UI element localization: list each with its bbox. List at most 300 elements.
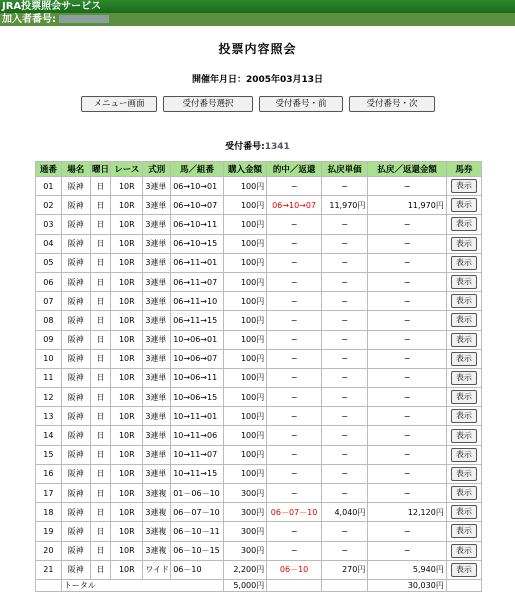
payout-amount-cell: − [368,215,446,234]
column-header: 馬／組番 [171,162,224,177]
day-cell: 日 [90,464,111,483]
total-empty [321,579,367,591]
day-cell: 日 [90,426,111,445]
combination-cell: 06→11→07 [171,272,224,291]
race-cell: 10R [111,426,143,445]
combination-cell: 06→10→01 [171,177,224,196]
venue-cell: 阪神 [61,407,90,426]
combination-cell: 10→06→01 [171,330,224,349]
hit-cell: 06－07－10 [267,503,322,522]
payout-amount-cell: − [368,177,446,196]
total-empty [446,579,481,591]
payout-unit-cell: 270円 [321,560,367,579]
ticket-cell [446,407,481,426]
total-spacer [36,579,62,591]
bet-type-cell: 3連複 [143,484,171,503]
table-row [36,445,482,464]
payout-unit-cell: − [321,253,367,272]
hit-cell: − [267,426,322,445]
ticket-cell [446,292,481,311]
race-cell: 10R [111,407,143,426]
day-cell: 日 [90,292,111,311]
bet-type-cell: 3連単 [143,253,171,272]
amount-cell: 100円 [223,215,266,234]
show-ticket-button[interactable]: 表示 [451,524,477,538]
serial-cell: 12 [36,388,62,407]
amount-cell: 100円 [223,445,266,464]
serial-cell: 13 [36,407,62,426]
day-cell: 日 [90,253,111,272]
day-cell: 日 [90,484,111,503]
amount-cell: 100円 [223,368,266,387]
venue-cell: 阪神 [61,522,90,541]
venue-cell: 阪神 [61,215,90,234]
hit-cell: 06－10 [267,560,322,579]
navigation-buttons [0,96,515,112]
amount-cell: 100円 [223,388,266,407]
hit-cell: − [267,177,322,196]
payout-unit-cell: − [321,368,367,387]
race-cell: 10R [111,215,143,234]
race-cell: 10R [111,311,143,330]
ticket-cell [446,522,481,541]
ticket-cell [446,177,481,196]
hit-cell: − [267,541,322,560]
payout-unit-cell: − [321,272,367,291]
race-cell: 10R [111,560,143,579]
hit-cell: − [267,522,322,541]
venue-cell: 阪神 [61,177,90,196]
day-cell: 日 [90,177,111,196]
receipt-value: 1341 [264,142,290,152]
serial-cell: 21 [36,560,62,579]
race-cell: 10R [111,464,143,483]
payout-amount-cell: − [368,426,446,445]
combination-cell: 06→11→10 [171,292,224,311]
day-cell: 日 [90,407,111,426]
day-cell: 日 [90,215,111,234]
bet-type-cell: 3連複 [143,541,171,560]
race-cell: 10R [111,349,143,368]
column-header: 式別 [143,162,171,177]
race-cell: 10R [111,196,143,215]
venue-cell: 阪神 [61,253,90,272]
combination-cell: 06－10－11 [171,522,224,541]
bet-type-cell: 3連単 [143,426,171,445]
day-cell: 日 [90,311,111,330]
table-row [36,234,482,253]
hit-cell: − [267,464,322,483]
column-header: 通番 [36,162,62,177]
receipt-label: 受付番号: [225,142,265,152]
venue-cell: 阪神 [61,503,90,522]
amount-cell: 100円 [223,177,266,196]
race-cell: 10R [111,272,143,291]
table-row [36,272,482,291]
day-cell: 日 [90,560,111,579]
payout-unit-cell: − [321,407,367,426]
payout-unit-cell: − [321,541,367,560]
race-cell: 10R [111,484,143,503]
table-row [36,253,482,272]
bet-type-cell: 3連単 [143,445,171,464]
venue-cell: 阪神 [61,311,90,330]
ticket-cell [446,464,481,483]
serial-cell: 15 [36,445,62,464]
payout-unit-cell: 4,040円 [321,503,367,522]
menu-button[interactable]: メニュー画面 [81,96,157,112]
venue-cell: 阪神 [61,388,90,407]
payout-amount-cell: − [368,253,446,272]
total-amount: 5,000円 [223,579,266,591]
combination-cell: 10→06→11 [171,368,224,387]
payout-amount-cell: − [368,522,446,541]
page-title: 投票内容照会 [218,42,297,56]
table-row [36,484,482,503]
serial-cell: 19 [36,522,62,541]
ticket-cell [446,541,481,560]
combination-cell: 01－06－10 [171,484,224,503]
amount-cell: 100円 [223,330,266,349]
serial-cell: 01 [36,177,62,196]
payout-amount-cell: − [368,541,446,560]
prev-receipt-button[interactable]: 受付番号・前 [259,96,343,112]
total-label: トータル [61,579,223,591]
payout-amount-cell: − [368,445,446,464]
show-ticket-button[interactable]: 表示 [451,294,477,308]
app-title: JRA投票照会サービス [2,1,102,12]
show-ticket-button[interactable]: 表示 [451,217,477,231]
combination-cell: 06→11→01 [171,253,224,272]
next-receipt-button[interactable]: 受付番号・次 [349,96,435,112]
table-row [36,503,482,522]
ticket-cell [446,215,481,234]
amount-cell: 100円 [223,349,266,368]
venue-cell: 阪神 [61,234,90,253]
column-header: 場名 [61,162,90,177]
payout-amount-cell: − [368,234,446,253]
table-row [36,368,482,387]
bet-type-cell: 3連単 [143,464,171,483]
bet-table [35,161,482,592]
hit-cell: − [267,407,322,426]
amount-cell: 100円 [223,426,266,445]
table-row [36,215,482,234]
bet-type-cell: 3連単 [143,272,171,291]
serial-cell: 03 [36,215,62,234]
app-title-bar [0,0,515,13]
combination-cell: 06→10→07 [171,196,224,215]
show-ticket-button[interactable]: 表示 [451,275,477,289]
table-row [36,330,482,349]
ticket-cell [446,368,481,387]
total-payout: 30,030円 [368,579,446,591]
venue-cell: 阪神 [61,541,90,560]
payout-unit-cell: − [321,445,367,464]
race-cell: 10R [111,253,143,272]
amount-cell: 100円 [223,464,266,483]
table-row [36,388,482,407]
ticket-cell [446,272,481,291]
combination-cell: 06→10→11 [171,215,224,234]
amount-cell: 300円 [223,541,266,560]
serial-cell: 10 [36,349,62,368]
bet-type-cell: 3連単 [143,349,171,368]
ticket-cell [446,445,481,464]
combination-cell: 06－10 [171,560,224,579]
combination-cell: 10→11→15 [171,464,224,483]
amount-cell: 100円 [223,234,266,253]
amount-cell: 100円 [223,272,266,291]
payout-amount-cell: − [368,349,446,368]
show-ticket-button[interactable]: 表示 [451,237,477,251]
column-header: 払戻／返還金額 [368,162,446,177]
day-cell: 日 [90,522,111,541]
day-cell: 日 [90,196,111,215]
bet-type-cell: 3連複 [143,522,171,541]
bet-type-cell: 3連単 [143,196,171,215]
race-cell: 10R [111,330,143,349]
serial-cell: 17 [36,484,62,503]
total-empty [267,579,322,591]
combination-cell: 06→10→15 [171,234,224,253]
member-number-label: 加入者番号: [2,14,56,25]
member-bar [0,13,515,26]
payout-amount-cell: − [368,311,446,330]
combination-cell: 10→06→07 [171,349,224,368]
hit-cell: − [267,484,322,503]
bet-type-cell: 3連単 [143,234,171,253]
payout-amount-cell: − [368,330,446,349]
show-ticket-button[interactable]: 表示 [451,544,477,558]
bet-type-cell: 3連単 [143,311,171,330]
payout-unit-cell: − [321,388,367,407]
payout-amount-cell: − [368,407,446,426]
race-cell: 10R [111,541,143,560]
venue-cell: 阪神 [61,426,90,445]
payout-unit-cell: − [321,292,367,311]
serial-cell: 16 [36,464,62,483]
show-ticket-button[interactable]: 表示 [451,333,477,347]
combination-cell: 10→11→06 [171,426,224,445]
show-ticket-button[interactable]: 表示 [451,448,477,462]
payout-unit-cell: − [321,311,367,330]
ticket-cell [446,503,481,522]
hit-cell: − [267,292,322,311]
hit-cell: − [267,272,322,291]
day-cell: 日 [90,272,111,291]
hit-cell: − [267,349,322,368]
serial-cell: 06 [36,272,62,291]
combination-cell: 10→06→15 [171,388,224,407]
payout-amount-cell: 12,120円 [368,503,446,522]
serial-cell: 11 [36,368,62,387]
payout-unit-cell: − [321,522,367,541]
hit-cell: − [267,215,322,234]
table-row [36,426,482,445]
table-row [36,464,482,483]
venue-cell: 阪神 [61,464,90,483]
table-row [36,560,482,579]
table-row [36,196,482,215]
hit-cell: − [267,368,322,387]
payout-amount-cell: 5,940円 [368,560,446,579]
combination-cell: 06→11→15 [171,311,224,330]
combination-cell: 10→11→01 [171,407,224,426]
table-row [36,541,482,560]
ticket-cell [446,330,481,349]
show-ticket-button[interactable]: 表示 [451,486,477,500]
show-ticket-button[interactable]: 表示 [451,352,477,366]
race-cell: 10R [111,522,143,541]
payout-unit-cell: 11,970円 [321,196,367,215]
venue-cell: 阪神 [61,272,90,291]
table-row [36,407,482,426]
hit-cell: − [267,311,322,330]
day-cell: 日 [90,349,111,368]
race-cell: 10R [111,177,143,196]
hit-cell: − [267,445,322,464]
serial-cell: 05 [36,253,62,272]
venue-cell: 阪神 [61,330,90,349]
venue-cell: 阪神 [61,484,90,503]
payout-amount-cell: − [368,292,446,311]
payout-amount-cell: − [368,464,446,483]
table-row [36,311,482,330]
venue-cell: 阪神 [61,196,90,215]
bet-type-cell: ワイド [143,560,171,579]
combination-cell: 06－10－15 [171,541,224,560]
column-header: 的中／返還 [267,162,322,177]
ticket-cell [446,311,481,330]
amount-cell: 100円 [223,253,266,272]
race-cell: 10R [111,445,143,464]
serial-cell: 02 [36,196,62,215]
hit-cell: − [267,388,322,407]
payout-amount-cell: − [368,484,446,503]
payout-unit-cell: − [321,215,367,234]
payout-amount-cell: − [368,388,446,407]
show-ticket-button[interactable]: 表示 [451,467,477,481]
amount-cell: 300円 [223,522,266,541]
ticket-cell [446,388,481,407]
day-cell: 日 [90,330,111,349]
ticket-cell [446,426,481,445]
bet-type-cell: 3連単 [143,177,171,196]
table-header-row [36,162,482,177]
amount-cell: 100円 [223,292,266,311]
race-cell: 10R [111,292,143,311]
serial-cell: 18 [36,503,62,522]
show-ticket-button[interactable]: 表示 [451,429,477,443]
bet-type-cell: 3連単 [143,215,171,234]
show-ticket-button[interactable]: 表示 [451,179,477,193]
bet-type-cell: 3連複 [143,503,171,522]
payout-amount-cell: 11,970円 [368,196,446,215]
bet-type-cell: 3連単 [143,388,171,407]
select-receipt-button[interactable]: 受付番号選択 [163,96,253,112]
show-ticket-button[interactable]: 表示 [451,505,477,519]
hit-cell: 06→10→07 [267,196,322,215]
total-row [36,579,482,591]
column-header: レース [111,162,143,177]
day-cell: 日 [90,541,111,560]
amount-cell: 100円 [223,407,266,426]
table-row [36,177,482,196]
bet-type-cell: 3連単 [143,330,171,349]
ticket-cell [446,349,481,368]
show-ticket-button[interactable]: 表示 [451,198,477,212]
serial-cell: 08 [36,311,62,330]
hit-cell: − [267,253,322,272]
amount-cell: 300円 [223,503,266,522]
day-cell: 日 [90,388,111,407]
payout-unit-cell: − [321,177,367,196]
hit-cell: − [267,234,322,253]
serial-cell: 04 [36,234,62,253]
show-ticket-button[interactable]: 表示 [451,409,477,423]
serial-cell: 07 [36,292,62,311]
column-header: 馬券 [446,162,481,177]
receipt-number [0,139,515,152]
combination-cell: 06－07－10 [171,503,224,522]
payout-unit-cell: − [321,349,367,368]
combination-cell: 10→11→07 [171,445,224,464]
amount-cell: 100円 [223,311,266,330]
show-ticket-button[interactable]: 表示 [451,371,477,385]
ticket-cell [446,253,481,272]
masked-member-number [59,15,109,23]
column-header: 曜日 [90,162,111,177]
table-row [36,349,482,368]
payout-unit-cell: − [321,484,367,503]
ticket-cell [446,560,481,579]
amount-cell: 2,200円 [223,560,266,579]
serial-cell: 09 [36,330,62,349]
ticket-cell [446,196,481,215]
table-row [36,292,482,311]
show-ticket-button[interactable]: 表示 [451,390,477,404]
column-header: 払戻単価 [321,162,367,177]
payout-amount-cell: − [368,272,446,291]
show-ticket-button[interactable]: 表示 [451,256,477,270]
day-cell: 日 [90,503,111,522]
amount-cell: 100円 [223,196,266,215]
bet-type-cell: 3連単 [143,292,171,311]
race-date: 開催年月日：2005年03月13日 [191,75,324,85]
payout-unit-cell: − [321,426,367,445]
day-cell: 日 [90,234,111,253]
ticket-cell [446,234,481,253]
show-ticket-button[interactable]: 表示 [451,313,477,327]
payout-unit-cell: − [321,464,367,483]
hit-cell: − [267,330,322,349]
venue-cell: 阪神 [61,349,90,368]
day-cell: 日 [90,368,111,387]
payout-amount-cell: − [368,368,446,387]
race-cell: 10R [111,234,143,253]
venue-cell: 阪神 [61,368,90,387]
serial-cell: 14 [36,426,62,445]
show-ticket-button[interactable]: 表示 [451,563,477,577]
amount-cell: 300円 [223,484,266,503]
bet-type-cell: 3連単 [143,368,171,387]
venue-cell: 阪神 [61,292,90,311]
bet-type-cell: 3連単 [143,407,171,426]
race-cell: 10R [111,368,143,387]
serial-cell: 20 [36,541,62,560]
venue-cell: 阪神 [61,445,90,464]
